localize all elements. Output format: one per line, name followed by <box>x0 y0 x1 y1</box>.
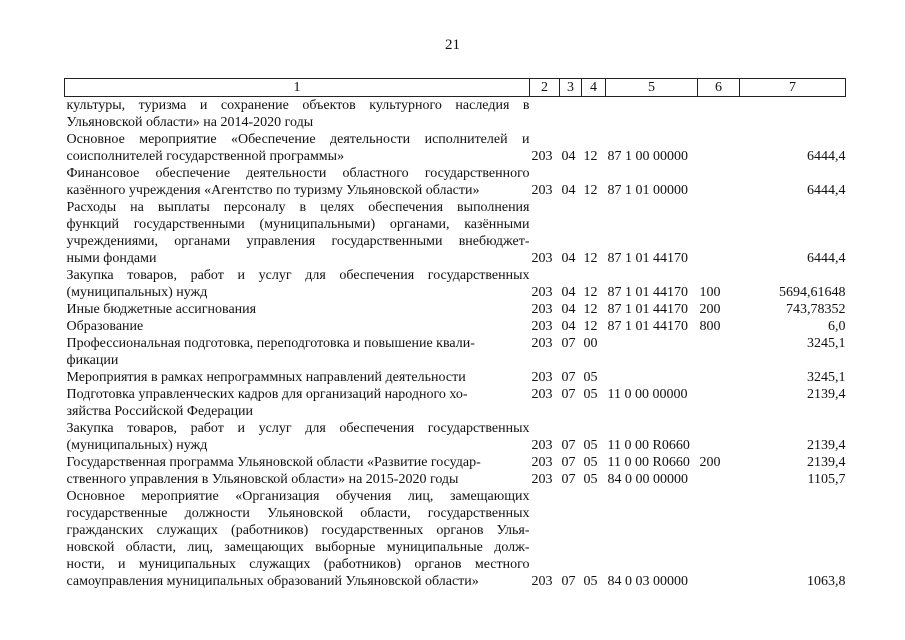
cell-amount: 5694,61648 <box>779 285 846 300</box>
header-col-6: 6 <box>698 79 740 97</box>
cell-ministry-code: 203 <box>531 302 553 317</box>
cell-subsection-code <box>582 97 606 132</box>
table-row <box>65 454 846 471</box>
cell-section-code <box>560 97 582 132</box>
cell-subsection-code: 12 <box>583 183 598 198</box>
cell-section-code: 07 <box>561 455 576 470</box>
cell-subsection-code: 12 <box>583 149 598 164</box>
row-name-line: Иные бюджетные ассигнования <box>66 302 257 317</box>
table-row <box>65 267 846 301</box>
cell-section-code: 07 <box>561 370 576 385</box>
row-name-line: ственного управления в Ульяновской области» на 2015-2020 годы <box>66 472 459 487</box>
cell-expense-type <box>698 131 740 165</box>
cell-subsection-code: 12 <box>583 319 598 334</box>
cell-ministry-code: 203 <box>531 438 553 453</box>
table-row <box>65 301 846 318</box>
cell-subsection-code: 05 <box>583 370 598 385</box>
cell-target-article <box>606 369 698 386</box>
cell-ministry-code: 203 <box>531 472 553 487</box>
cell-expense-type <box>698 165 740 199</box>
row-name <box>65 420 530 454</box>
table-row <box>65 165 846 199</box>
cell-expense-type <box>698 369 740 386</box>
cell-amount: 1063,8 <box>807 574 846 589</box>
cell-section-code: 04 <box>561 319 576 334</box>
cell-subsection-code: 00 <box>583 336 598 351</box>
cell-section-code: 04 <box>561 183 576 198</box>
cell-target-article: 11 0 00 00000 <box>607 387 688 402</box>
row-name <box>65 403 530 420</box>
cell-section-code <box>560 352 582 369</box>
cell-ministry-code: 203 <box>531 455 553 470</box>
cell-target-article: 11 0 00 R0660 <box>607 438 690 453</box>
header-col-4: 4 <box>582 79 606 97</box>
cell-subsection-code: 05 <box>583 455 598 470</box>
cell-amount: 2139,4 <box>807 387 846 402</box>
row-name-line: фикации <box>66 353 119 368</box>
cell-amount: 6444,4 <box>807 251 846 266</box>
row-name <box>65 267 530 301</box>
row-name-line: Расходы на выплаты персоналу в целях обеспечения выполнения <box>66 200 530 215</box>
row-name <box>65 369 530 386</box>
row-name-line: Подготовка управленческих кадров для организаций народного хо- <box>66 387 468 402</box>
cell-target-article: 87 1 00 00000 <box>607 149 688 164</box>
row-name-line: государственные должности Ульяновской области, государственных <box>66 506 530 521</box>
row-name-line: зяйства Российской Федерации <box>66 404 254 419</box>
cell-target-article <box>606 335 698 352</box>
cell-expense-type: 800 <box>699 319 721 334</box>
row-name-line: казённого учреждения «Агентство по туризму Ульяновской области» <box>66 183 480 198</box>
table-row <box>65 97 846 132</box>
cell-ministry-code: 203 <box>531 319 553 334</box>
cell-amount <box>740 352 846 369</box>
row-name-line: Профессиональная подготовка, переподготовка и повышение квали- <box>66 336 475 351</box>
row-name <box>65 471 530 488</box>
cell-expense-type: 100 <box>699 285 721 300</box>
cell-expense-type: 200 <box>699 455 721 470</box>
cell-amount: 743,78352 <box>786 302 846 317</box>
row-name <box>65 386 530 403</box>
row-name-line: Ульяновской области» на 2014-2020 годы <box>66 115 314 130</box>
cell-target-article: 87 1 01 44170 <box>607 319 688 334</box>
row-name-line: учреждениями, органами управления государственными внебюджет- <box>66 234 530 249</box>
cell-amount: 6444,4 <box>807 183 846 198</box>
cell-ministry-code <box>530 403 560 420</box>
row-name-line: Мероприятия в рамках непрограммных направлений деятельности <box>66 370 466 385</box>
header-row <box>65 79 846 97</box>
table-row <box>65 369 846 386</box>
cell-subsection-code: 12 <box>583 251 598 266</box>
table-row <box>65 199 846 267</box>
cell-amount: 3245,1 <box>807 370 846 385</box>
row-name-line: Закупка товаров, работ и услуг для обеспечения государственных <box>66 268 530 283</box>
cell-subsection-code <box>582 403 606 420</box>
row-name-line: функций государственными (муниципальными) органами, казёнными <box>66 217 530 232</box>
cell-ministry-code <box>530 352 560 369</box>
cell-amount: 6444,4 <box>807 149 846 164</box>
cell-amount: 1105,7 <box>807 472 846 487</box>
table-row <box>65 420 846 454</box>
table-body <box>65 97 846 591</box>
cell-expense-type: 200 <box>699 302 721 317</box>
table-row <box>65 318 846 335</box>
cell-section-code: 04 <box>561 285 576 300</box>
cell-ministry-code: 203 <box>531 387 553 402</box>
table-row <box>65 131 846 165</box>
cell-subsection-code <box>582 352 606 369</box>
row-name <box>65 131 530 165</box>
cell-target-article: 87 1 01 00000 <box>607 183 688 198</box>
cell-section-code: 04 <box>561 149 576 164</box>
header-col-3: 3 <box>560 79 582 97</box>
row-name-line: Государственная программа Ульяновской области «Развитие государ- <box>66 455 481 470</box>
row-name <box>65 318 530 335</box>
cell-section-code <box>560 403 582 420</box>
header-col-1: 1 <box>65 79 530 97</box>
cell-target-article: 87 1 01 44170 <box>607 251 688 266</box>
table-row <box>65 471 846 488</box>
row-name-line: Основное мероприятие «Обеспечение деятельности исполнителей и <box>66 132 530 147</box>
cell-ministry-code: 203 <box>531 370 553 385</box>
row-name-line: ности, и муниципальных служащих (работников) органов местного <box>66 557 530 572</box>
row-name <box>65 165 530 199</box>
row-name-line: Финансовое обеспечение деятельности областного государственного <box>66 166 530 181</box>
row-name <box>65 199 530 267</box>
row-name-line: гражданских служащих (работников) государственных органов Улья- <box>66 523 530 538</box>
cell-target-article: 11 0 00 R0660 <box>607 455 690 470</box>
cell-ministry-code: 203 <box>531 336 553 351</box>
cell-expense-type <box>698 97 740 132</box>
page-number: 21 <box>445 37 460 53</box>
row-name <box>65 488 530 590</box>
row-name-line: ными фондами <box>66 251 157 266</box>
header-col-2: 2 <box>530 79 560 97</box>
cell-expense-type <box>698 471 740 488</box>
budget-table <box>64 78 846 590</box>
cell-expense-type <box>698 352 740 369</box>
table-row <box>65 335 846 352</box>
cell-amount <box>740 97 846 132</box>
cell-subsection-code: 05 <box>583 387 598 402</box>
cell-section-code: 07 <box>561 336 576 351</box>
cell-expense-type <box>698 403 740 420</box>
cell-ministry-code: 203 <box>531 183 553 198</box>
row-name-line: Основное мероприятие «Организация обучения лиц, замещающих <box>66 489 530 504</box>
cell-target-article: 84 0 00 00000 <box>607 472 688 487</box>
row-name-line: новской области, лиц, замещающих выборные муниципальные долж- <box>66 540 530 555</box>
table-row <box>65 488 846 590</box>
row-name <box>65 335 530 352</box>
cell-subsection-code: 12 <box>583 285 598 300</box>
cell-target-article: 84 0 03 00000 <box>607 574 688 589</box>
row-name <box>65 97 530 132</box>
cell-ministry-code: 203 <box>531 285 553 300</box>
header-col-5: 5 <box>606 79 698 97</box>
row-name-line: (муниципальных) нужд <box>66 285 208 300</box>
row-name-line: культуры, туризма и сохранение объектов культурного наследия в <box>66 98 530 113</box>
cell-target-article <box>606 403 698 420</box>
table-row <box>65 386 846 403</box>
cell-section-code: 07 <box>561 574 576 589</box>
row-name-line: Закупка товаров, работ и услуг для обеспечения государственных <box>66 421 530 436</box>
row-name-line: соисполнителей государственной программы» <box>66 149 345 164</box>
cell-subsection-code: 12 <box>583 302 598 317</box>
cell-amount: 6,0 <box>828 319 846 334</box>
cell-amount: 2139,4 <box>807 438 846 453</box>
cell-subsection-code: 05 <box>583 574 598 589</box>
cell-target-article: 87 1 01 44170 <box>607 285 688 300</box>
cell-section-code: 07 <box>561 472 576 487</box>
cell-subsection-code: 05 <box>583 438 598 453</box>
row-name-line: Образование <box>66 319 144 334</box>
row-name <box>65 454 530 471</box>
cell-ministry-code: 203 <box>531 251 553 266</box>
cell-ministry-code: 203 <box>531 149 553 164</box>
cell-expense-type <box>698 488 740 590</box>
table-header <box>65 79 846 97</box>
table-row <box>65 403 846 420</box>
table-row <box>65 352 846 369</box>
cell-expense-type <box>698 335 740 352</box>
cell-expense-type <box>698 386 740 403</box>
row-name <box>65 352 530 369</box>
row-name-line: (муниципальных) нужд <box>66 438 208 453</box>
header-col-7: 7 <box>740 79 846 97</box>
cell-ministry-code <box>530 97 560 132</box>
cell-section-code: 07 <box>561 438 576 453</box>
cell-target-article <box>606 352 698 369</box>
cell-expense-type <box>698 199 740 267</box>
cell-section-code: 04 <box>561 251 576 266</box>
cell-amount <box>740 403 846 420</box>
cell-target-article <box>606 97 698 132</box>
cell-section-code: 04 <box>561 302 576 317</box>
row-name-line: самоуправления муниципальных образований Ульяновской области» <box>66 574 479 589</box>
cell-target-article: 87 1 01 44170 <box>607 302 688 317</box>
cell-section-code: 07 <box>561 387 576 402</box>
row-name <box>65 301 530 318</box>
cell-subsection-code: 05 <box>583 472 598 487</box>
cell-expense-type <box>698 420 740 454</box>
cell-amount: 3245,1 <box>807 336 846 351</box>
cell-ministry-code: 203 <box>531 574 553 589</box>
cell-amount: 2139,4 <box>807 455 846 470</box>
